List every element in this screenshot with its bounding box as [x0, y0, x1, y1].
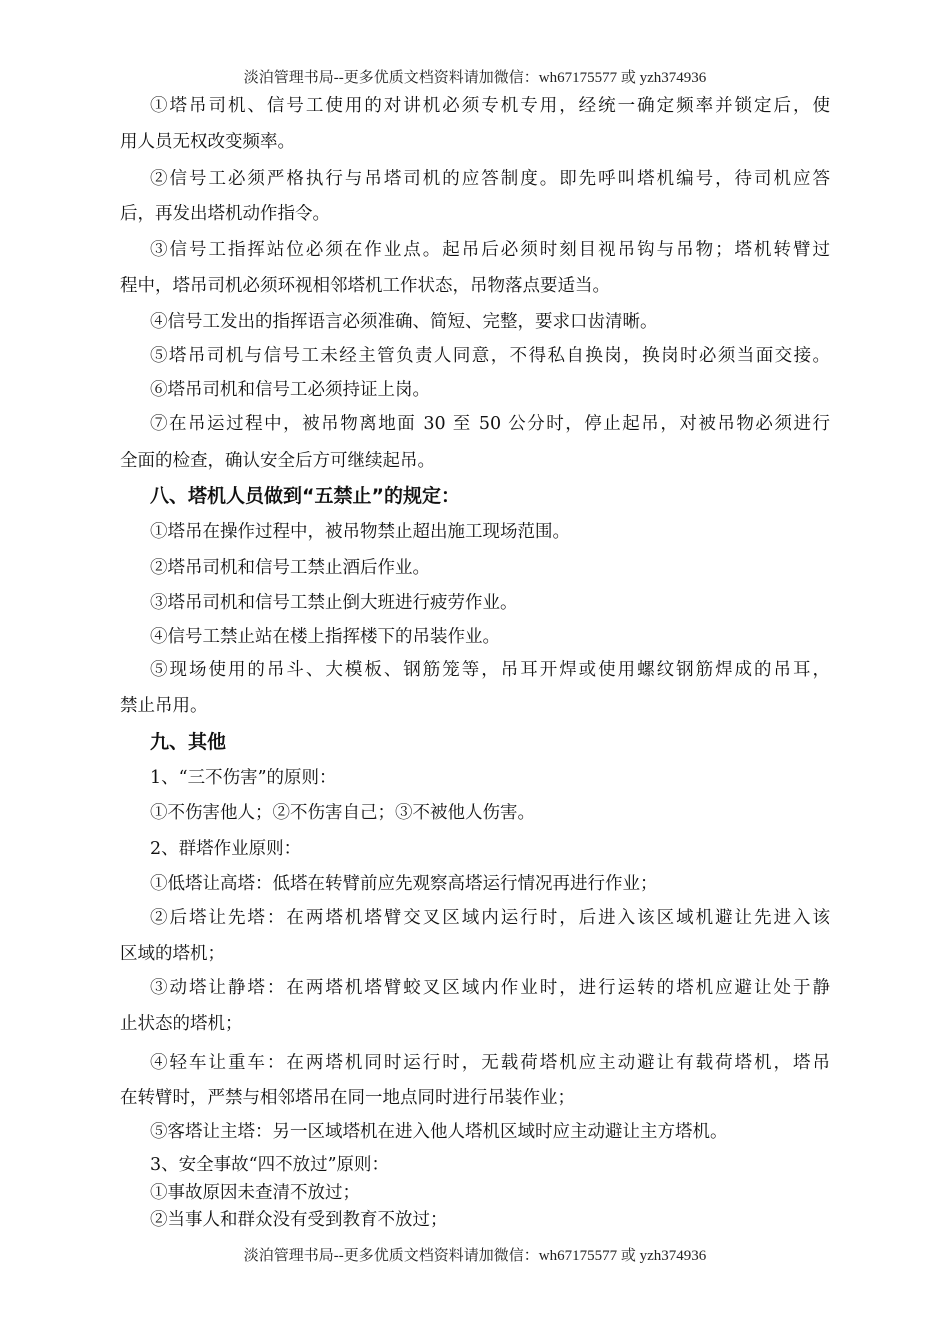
text-line: ⑦在吊运过程中，被吊物离地面 30 至 50 公分时，停止起吊，对被吊物必须进行: [150, 414, 830, 434]
text-line: 1、“三不伤害”的原则：: [150, 768, 337, 788]
text-line: ②当事人和群众没有受到教育不放过；: [150, 1210, 448, 1230]
text-line: ④信号工禁止站在楼上指挥楼下的吊装作业。: [150, 627, 500, 647]
text-line: ①不伤害他人；②不伤害自己；③不被他人伤害。: [150, 803, 535, 823]
section-heading: 八、塔机人员做到“五禁止”的规定：: [150, 485, 460, 507]
text-line: ①塔吊司机、信号工使用的对讲机必须专机专用，经统一确定频率并锁定后，使: [150, 96, 830, 116]
text-line: ④轻车让重车：在两塔机同时运行时，无载荷塔机应主动避让有载荷塔机，塔吊: [150, 1053, 830, 1073]
text-line: 区域的塔机；: [120, 944, 225, 964]
section-heading: 九、其他: [150, 731, 227, 753]
text-line: ⑥塔吊司机和信号工必须持证上岗。: [150, 380, 430, 400]
text-line: 程中，塔吊司机必须环视相邻塔机工作状态，吊物落点要适当。: [120, 276, 610, 296]
text-line: ③动塔让静塔：在两塔机塔臂蛟叉区域内作业时，进行运转的塔机应避让处于静: [150, 978, 830, 998]
text-line: 禁止吊用。: [120, 696, 208, 716]
text-line: ⑤现场使用的吊斗、大模板、钢筋笼等，吊耳开焊或使用螺纹钢筋焊成的吊耳，: [150, 660, 830, 680]
text-line: 全面的检查，确认安全后方可继续起吊。: [120, 451, 435, 471]
text-line: ②塔吊司机和信号工禁止酒后作业。: [150, 558, 430, 578]
text-line: 止状态的塔机；: [120, 1014, 243, 1034]
text-line: 后，再发出塔机动作指令。: [120, 204, 330, 224]
text-line: 在转臂时，严禁与相邻塔吊在同一地点同时进行吊装作业；: [120, 1088, 575, 1108]
text-line: ⑤塔吊司机与信号工未经主管负责人同意，不得私自换岗，换岗时必须当面交接。: [150, 346, 830, 366]
text-line: 用人员无权改变频率。: [120, 132, 295, 152]
page-header: 淡泊管理书局--更多优质文档资料请加微信：wh67175577 或 yzh374936: [243, 70, 707, 86]
text-line: ②信号工必须严格执行与吊塔司机的应答制度。即先呼叫塔机编号，待司机应答: [150, 169, 830, 189]
text-line: ②后塔让先塔：在两塔机塔臂交叉区域内运行时，后进入该区域机避让先进入该: [150, 908, 830, 928]
text-line: ①低塔让高塔：低塔在转臂前应先观察高塔运行情况再进行作业；: [150, 874, 658, 894]
text-line: ①塔吊在操作过程中，被吊物禁止超出施工现场范围。: [150, 522, 570, 542]
text-line: ③信号工指挥站位必须在作业点。起吊后必须时刻目视吊钩与吊物；塔机转臂过: [150, 240, 830, 260]
page-footer: 淡泊管理书局--更多优质文档资料请加微信：wh67175577 或 yzh374936: [243, 1248, 707, 1264]
text-line: 2、群塔作业原则：: [150, 839, 302, 859]
text-line: ④信号工发出的指挥语言必须准确、简短、完整，要求口齿清晰。: [150, 312, 658, 332]
text-line: ⑤客塔让主塔：另一区域塔机在进入他人塔机区域时应主动避让主方塔机。: [150, 1122, 728, 1142]
text-line: ①事故原因未查清不放过；: [150, 1183, 360, 1203]
text-line: 3、安全事故“四不放过”原则：: [150, 1155, 390, 1175]
text-line: ③塔吊司机和信号工禁止倒大班进行疲劳作业。: [150, 593, 518, 613]
